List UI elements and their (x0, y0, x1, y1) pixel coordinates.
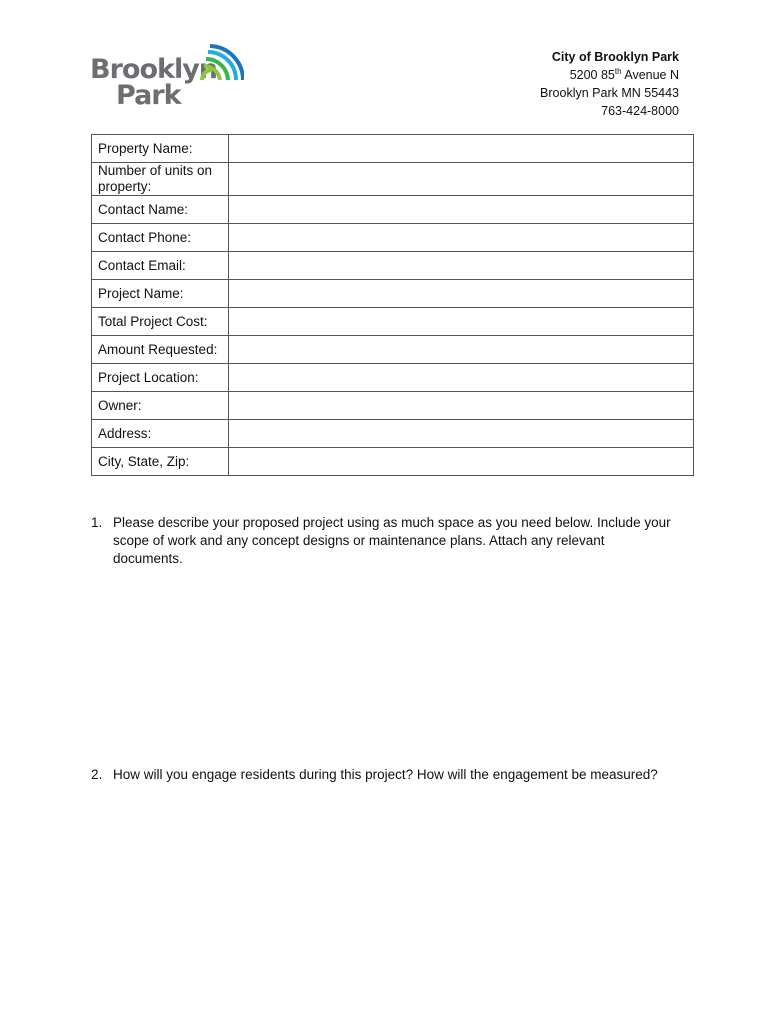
phone-number: 763-424-8000 (601, 104, 679, 118)
question-text: Please describe your proposed project using as much space as you need below. Include your scope of work and any concept designs or maintenance plans. Attach any relevant documents. (113, 515, 671, 566)
signal-arcs-icon (198, 44, 244, 84)
contact-email-field[interactable] (229, 252, 694, 280)
field-label: Contact Email: (92, 252, 229, 280)
table-row (92, 252, 694, 280)
field-label: Total Project Cost: (92, 308, 229, 336)
project-name-field[interactable] (229, 280, 694, 308)
brooklyn-park-logo (90, 44, 240, 111)
table-row (92, 448, 694, 476)
field-label: Contact Phone: (92, 224, 229, 252)
field-label: Project Name: (92, 280, 229, 308)
property-info-table (91, 134, 694, 476)
logo-word-brooklyn: Brooklyn (90, 54, 218, 85)
field-label: Amount Requested: (92, 336, 229, 364)
city-state-zip-field[interactable] (229, 448, 694, 476)
logo-word-park: Park (116, 80, 181, 111)
field-label: Contact Name: (92, 196, 229, 224)
project-location-field[interactable] (229, 364, 694, 392)
table-row (92, 196, 694, 224)
table-row (92, 135, 694, 163)
table-row (92, 308, 694, 336)
street-ordinal-suffix: th (614, 66, 622, 76)
street-number: 5200 85 (569, 68, 615, 82)
address-field[interactable] (229, 420, 694, 448)
field-label: Number of units on property: (92, 163, 229, 196)
property-name-field[interactable] (229, 135, 694, 163)
street-address (540, 66, 679, 84)
table-row (92, 280, 694, 308)
number-of-units-field[interactable] (229, 163, 694, 196)
city-state-zip: Brooklyn Park MN 55443 (540, 86, 679, 100)
table-row (92, 336, 694, 364)
table-row (92, 163, 694, 196)
contact-phone-field[interactable] (229, 224, 694, 252)
contact-name-field[interactable] (229, 196, 694, 224)
question-number: 1. (91, 515, 103, 530)
field-label: Property Name: (92, 135, 229, 163)
field-label: Address: (92, 420, 229, 448)
field-label: City, State, Zip: (92, 448, 229, 476)
question-text: How will you engage residents during this project? How will the engagement be measured? (113, 767, 658, 782)
table-row (92, 364, 694, 392)
table-row (92, 420, 694, 448)
total-project-cost-field[interactable] (229, 308, 694, 336)
field-label: Owner: (92, 392, 229, 420)
question-number: 2. (91, 767, 103, 782)
city-address-block (540, 48, 679, 120)
owner-field[interactable] (229, 392, 694, 420)
organization-name: City of Brooklyn Park (551, 50, 679, 64)
table-row (92, 224, 694, 252)
field-label: Project Location: (92, 364, 229, 392)
street-name: Avenue N (621, 68, 679, 82)
table-row (92, 392, 694, 420)
amount-requested-field[interactable] (229, 336, 694, 364)
